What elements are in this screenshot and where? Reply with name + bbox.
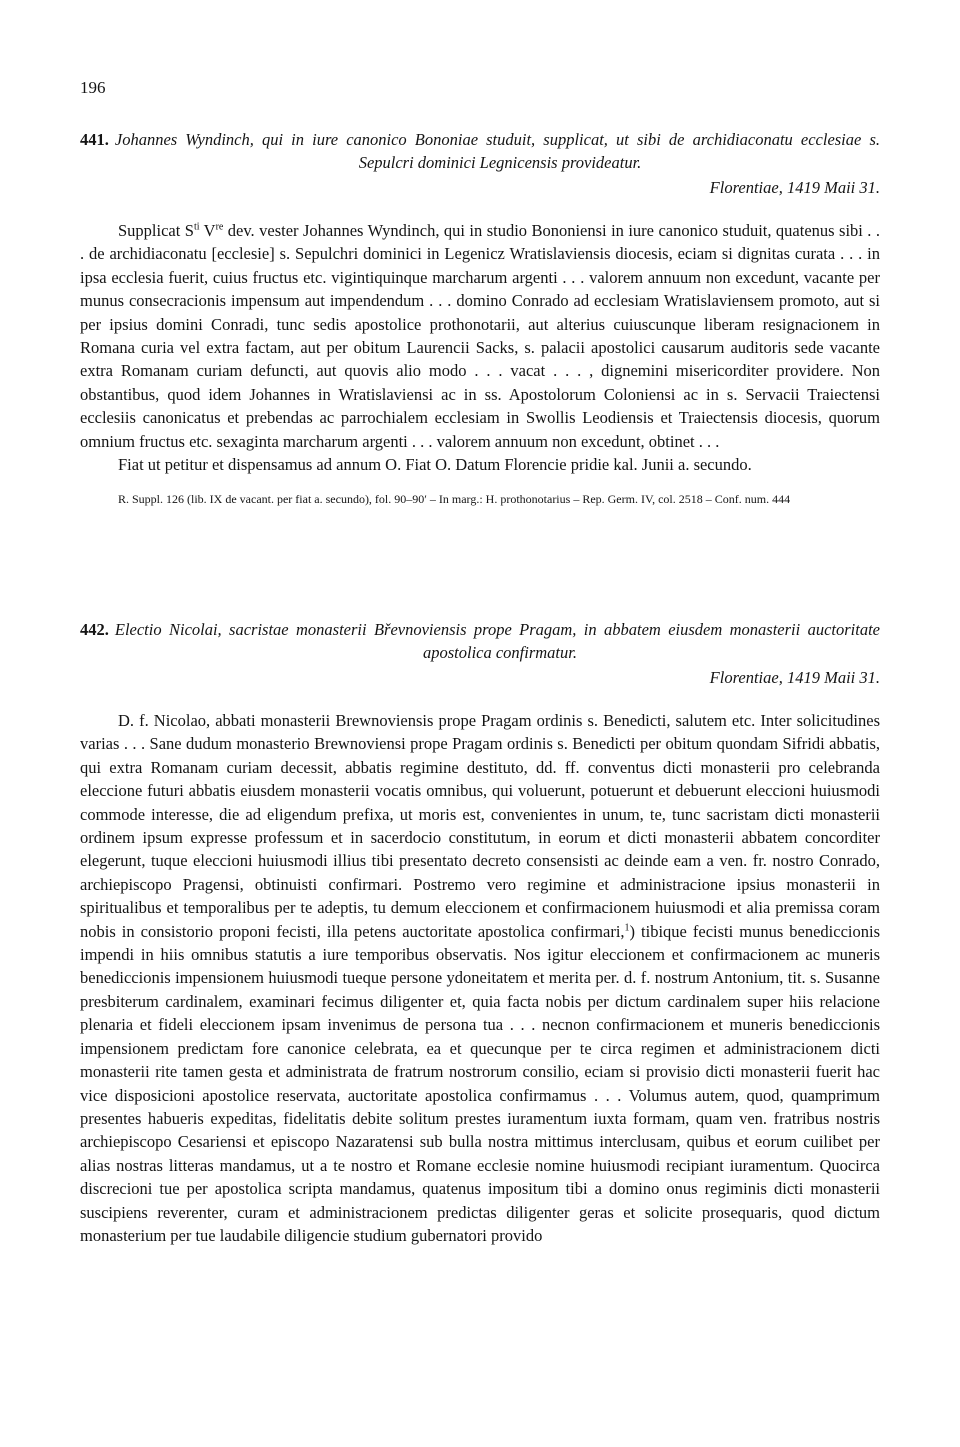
entry-442	[80, 618, 880, 1247]
paragraph-text: dev. vester Johannes Wyndinch, qui in studio Bononiensi in iure canonico studuit, quatenus sibi . . . de archidiaconatu [ecclesie] s. Sepulchri dominici in Legenicz Wratislaviensis diocesis, eciam si dignitas curata . . . in ipsa ecclesia fuerit, cuius fructus etc. vigintiquinque marcharum argenti . . . valorem annuum non excedunt, vacante per munus consecracionis impensum aut impendendum . . . domino Conrado ad ecclesiam Wratislaviensem promoto, aut si per ipsius domini Conradi, tunc sedis apostolice prothonotarii, aut alterius cuiuscunque liberam resignacionem in Romana curia vel extra factam, aut per obitum Laurencii Sacks, s. palacii apostolici causarum auditoris sede vacante extra Romanam curiam defuncti, aut quovis alio modo . . . vacat . . . , dignemini misericorditer providere. Non obstantibus, quod idem Johannes in Wratislaviensi ac in ss. Apostolorum Coloniensi ac in s. Servacii Traiectensi ecclesiis canonicatus et prebendas ac parrochialem ecclesiam in Swollis Leodiensis et Traiectensis diocesis, quorum omnium fructus etc. sexaginta marcharum argenti . . . valorem annuum non excedunt, obtinet . . .	[80, 221, 880, 451]
entry-dateline: Florentiae, 1419 Maii 31.	[709, 178, 880, 197]
source-note: R. Suppl. 126 (lib. IX de vacant. per fiat a. secundo), fol. 90–90′ – In marg.: H. prothonotarius – Rep. Germ. IV, col. 2518 – Conf. num. 444	[118, 492, 791, 507]
paragraph-text: D. f. Nicolao, abbati monasterii Brewnoviensis prope Pragam ordinis s. Benedicti, salutem etc. Inter solicitudines varias . . . Sane dudum monasterio Brewnoviensi prope Pragam ordinis s. Benedicti per obitum quondam Sifridi abbatis, qui extra Romanam curiam decessit, abbatis regimine destituto, dd. ff. conventus dicti monasterii pro celebranda eleccione futuri abbatis eiusdem monasterii vocatis omnibus, qui voluerunt, potuerunt et debuerunt eleccioni huiusmodi commode interesse, die ad eligendum prefixa, ut moris est, convenientes in unum, te, tunc sacristam dicti monasterii ordinem ipsum expresse professum et in sacerdocio constitutum, in eorum et dicti monasterii abbatem concorditer elegerunt, tuque eleccioni huiusmodi illius tibi presentato decreto consensisti ac deinde eam a ven. fr. nostro Conrado, archiepiscopo Pragensi, obtinuisti confirmari. Postremo vero regimine et administracione ipsius monasterii in spiritualibus et temporalibus per te adeptis, tu demum eleccionem et confirmacionem huiusmodi et alia premissa coram nobis in consistorio proponi fecisti, illa petens auctoritate apostolica confirmari,	[80, 711, 880, 941]
superscript: re	[215, 221, 224, 233]
entry-number: 442.	[80, 620, 109, 639]
paragraph-text: V	[199, 221, 216, 240]
entry-heading	[80, 618, 880, 664]
paragraph-text: ) tibique fecisti munus benediccionis impendi in hiis omnibus statutis a iure temporibus observatis. Nos igitur eleccionem et confirmacionem ac muneris benediccionis impensionem huiusmodi tueque persone ydoneitatem et merita per. d. f. nostrum Antonium, tit. s. Susanne presbiterum cardinalem, examinari fecimus diligenter et, quia facta nobis per dictum cardinalem super hiis relacione plenaria et fideli eleccionem ipsam invenimus de persona tua . . . necnon confirmacionem et muneris benediccionis impensionem predictam fore canonice celebrata, ea et quecunque per te circa regimen et administracionem dicti monasterii rite tamen gesta et administrata de fratrum nostrorum consilio, eciam si provisio dicti monasterii fuerit hac vice disposicioni apostolice reservata, auctoritate apostolica confirmamus . . . Volumus autem, quod, quamprimum presentes habueris expeditas, fidelitatis debite solitum prestes iuramentum iuxta formam, quam ven. fratribus nostris archiepiscopo Cesariensi et episcopo Nazaratensi sub bulla nostra mittimus interclusam, quibus et eorum cuilibet per alias nostras litteras mandamus, ut a te nostro et Romane ecclesie nomine huiusmodi recipiant iuramentum. Quocirca discrecioni tue per apostolica scripta mandamus, quatenus impositum tibi a domino onus regiminis dicti monasterii suscipiens reverenter, curam et administracionem predictas diligenter geras et solicite prosequaris, quod dictum monasterium per tue laudabile diligencie studium gubernatori provido	[80, 921, 881, 1245]
entry-number: 441.	[80, 130, 109, 149]
entry-heading	[80, 128, 880, 174]
footnote-marker: 1	[624, 922, 630, 934]
entry-paragraph	[80, 709, 880, 1247]
entry-441	[80, 128, 880, 508]
entry-dateline: Florentiae, 1419 Maii 31.	[709, 668, 880, 687]
paragraph-text: Supplicat S	[118, 221, 194, 240]
page-number: 196	[80, 78, 106, 97]
entry-paragraph: Fiat ut petitur et dispensamus ad annum O. Fiat O. Datum Florencie pridie kal. Junii a. secundo.	[118, 455, 752, 475]
entry-paragraph	[80, 219, 880, 453]
entry-heading-text: Electio Nicolai, sacristae monasterii Břevnoviensis prope Pragam, in abbatem eiusdem monasterii auctoritate apostolica confirmatur.	[114, 620, 880, 662]
superscript: ti	[193, 221, 200, 233]
entry-heading-text: Johannes Wyndinch, qui in iure canonico Bononiae studuit, supplicat, ut sibi de archidiaconatu ecclesiae s. Sepulcri dominici Legnicensis provideatur.	[114, 130, 880, 172]
